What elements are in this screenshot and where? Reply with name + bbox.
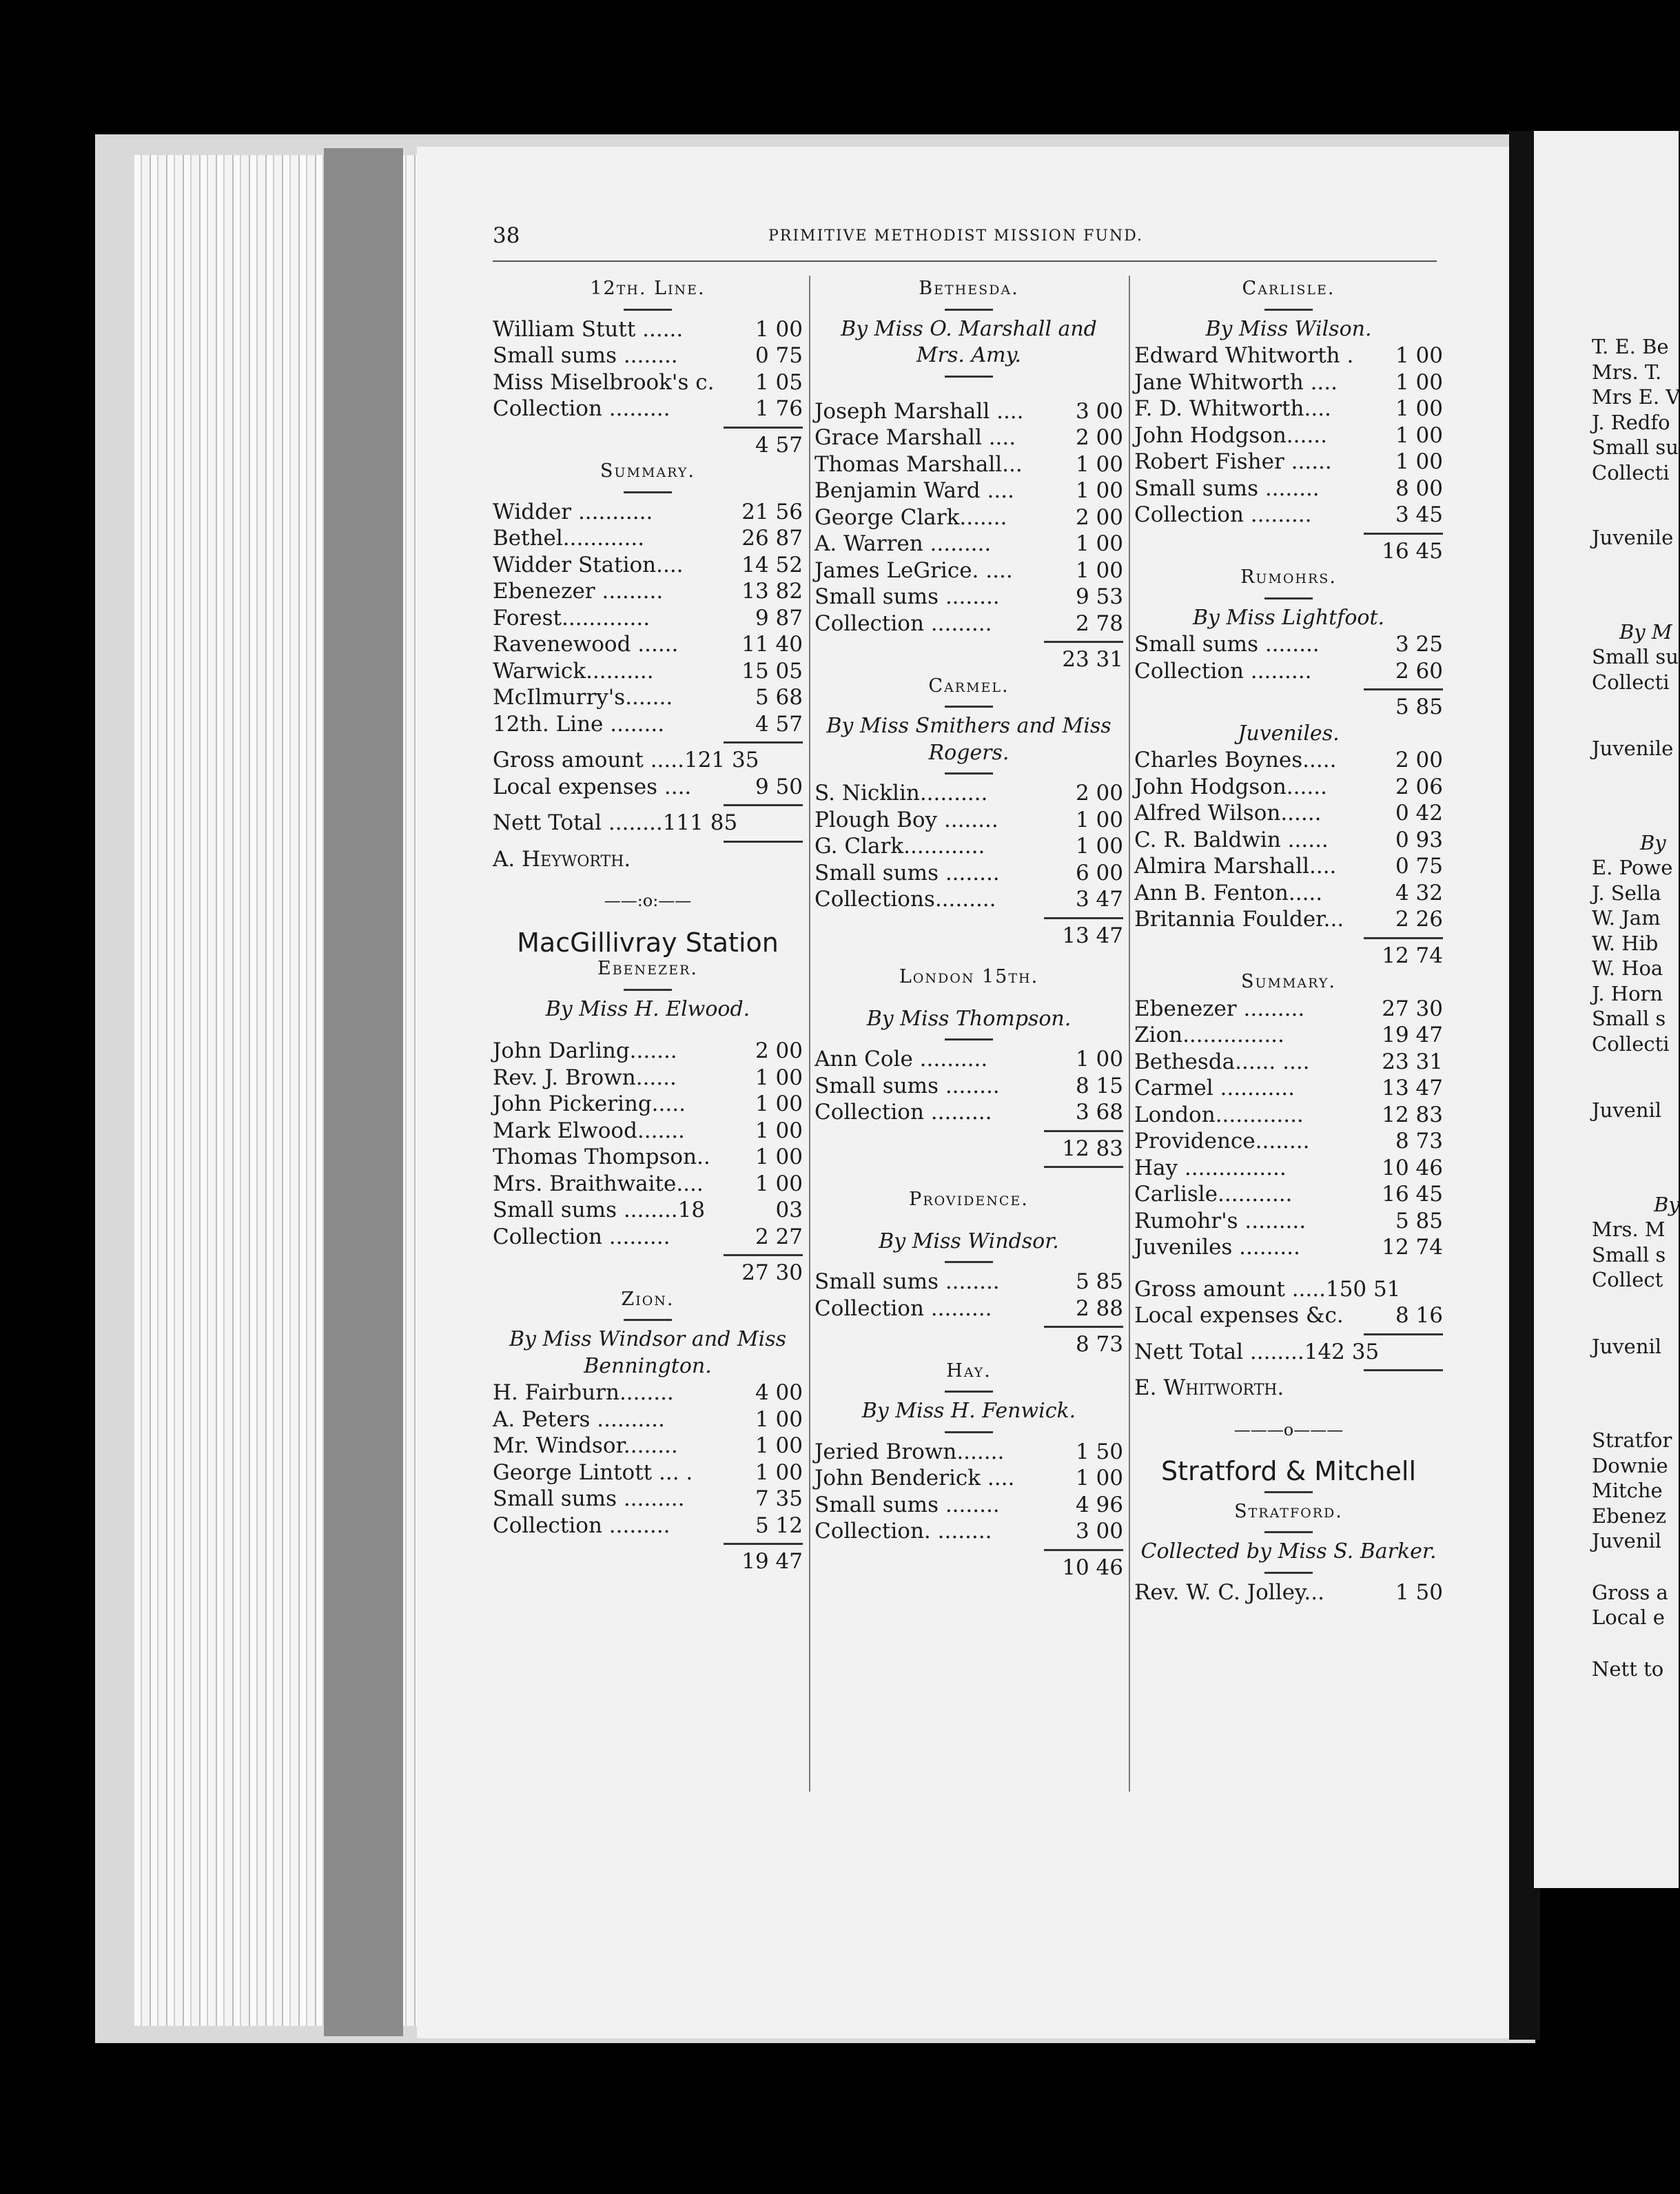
entry-row: John Hodgson...... 2 06: [1134, 774, 1443, 799]
fragment-line: W. Hib: [1592, 931, 1659, 955]
column-3: [1134, 276, 1443, 1606]
signature: E. Whitworth.: [1134, 1375, 1284, 1400]
entry-row: Collection ......... 1 76: [493, 396, 803, 421]
section-heading-italic: Juveniles.: [1238, 721, 1340, 746]
section-juveniles: [1134, 747, 1443, 969]
entry-row: Small sums ........ 8 15: [815, 1073, 1123, 1098]
entry-row: Small sums ........ 5 85: [815, 1269, 1123, 1294]
fragment-line: Collecti: [1592, 1032, 1670, 1056]
running-title: PRIMITIVE METHODIST MISSION FUND.: [768, 227, 1143, 245]
fragment-line: Mrs. T.: [1592, 360, 1662, 384]
summary-row: Zion............... 19 47: [1134, 1023, 1443, 1047]
ornament-divider: ———o———: [1233, 1419, 1344, 1439]
summary-row: Bethesda...... .... 23 31: [1134, 1049, 1443, 1074]
summary-row: Widder Station.... 14 52: [493, 552, 803, 577]
total-rule: [815, 1545, 1123, 1555]
collector-line: Mrs. Amy.: [916, 343, 1022, 367]
heading-dash: [815, 1425, 1123, 1439]
heading-dash: [815, 1384, 1123, 1398]
collector-line: By Miss H. Fenwick.: [861, 1399, 1076, 1423]
entry-row: Ann Cole .......... 1 00: [815, 1047, 1123, 1072]
entry-row: Benjamin Ward .... 1 00: [815, 478, 1123, 503]
heading-dash: [815, 766, 1123, 780]
section-total: 12 74: [1382, 943, 1443, 968]
total-rule: [493, 1539, 803, 1548]
fragment-line: Small su: [1592, 435, 1679, 459]
entry-row: C. R. Baldwin ...... 0 93: [1134, 827, 1443, 852]
gross-amount: Gross amount .....121 35: [493, 748, 759, 772]
entry-row: Rev. J. Brown...... 1 00: [493, 1065, 803, 1090]
page-edges-shadow: [324, 148, 403, 2036]
fragment-line: Collecti: [1592, 670, 1670, 694]
section-zion: [493, 1380, 803, 1575]
fragment-line: Ebenez: [1592, 1504, 1667, 1528]
entry-row: Small sums ........ 6 00: [815, 860, 1123, 885]
fragment-line: Gross a: [1592, 1580, 1668, 1604]
collector-line: Collected by Miss S. Barker.: [1140, 1539, 1437, 1564]
total-rule: [815, 1162, 1123, 1171]
section-heading: Carmel.: [928, 675, 1010, 697]
entry-row: John Pickering..... 1 00: [493, 1091, 803, 1116]
fragment-line: J. Redfo: [1592, 410, 1670, 434]
entry-row: James LeGrice. .... 1 00: [815, 557, 1123, 583]
section-heading: Stratford.: [1234, 1500, 1343, 1522]
section-heading: Rumohrs.: [1240, 566, 1337, 588]
summary-row: Bethel............ 26 87: [493, 526, 803, 551]
summary-list: [493, 499, 803, 914]
entry-row: Small sums ........ 8 00: [1134, 475, 1443, 501]
section-bethesda: [815, 398, 1123, 673]
section-total: 16 45: [1382, 538, 1443, 564]
entry-row: A. Peters .......... 1 00: [493, 1406, 803, 1432]
signature: A. Heyworth.: [493, 846, 631, 872]
entry-row: Small sums ........ 4 96: [815, 1492, 1123, 1517]
entry-row: Collection ......... 2 27: [493, 1224, 803, 1249]
summary-row: Warwick.......... 15 05: [493, 658, 803, 684]
section-total: 10 46: [1062, 1555, 1123, 1580]
section-total: 5 85: [1395, 695, 1443, 719]
entry-row: S. Nicklin.......... 2 00: [815, 781, 1123, 806]
section-total: 13 47: [1062, 923, 1123, 948]
section-heading: Hay.: [946, 1360, 992, 1382]
section-total: 12 83: [1062, 1136, 1123, 1161]
section-london: [815, 1046, 1123, 1171]
entry-row: Jeried Brown....... 1 50: [815, 1439, 1123, 1464]
total-rule: [493, 422, 803, 432]
total-rule: [1134, 1329, 1443, 1339]
entry-row: Plough Boy ........ 1 00: [815, 807, 1123, 832]
collector-line: By Miss Windsor.: [879, 1229, 1059, 1253]
total-rule: [1134, 933, 1443, 943]
section-heading: 12th. Line.: [590, 278, 706, 299]
fragment-line: T. E. Be: [1592, 335, 1669, 358]
entry-row: John Benderick .... 1 00: [815, 1466, 1123, 1490]
entry-row: Britannia Foulder... 2 26: [1134, 907, 1443, 932]
column-1: [493, 276, 803, 1575]
page-number: 38: [493, 223, 520, 248]
entry-row: Miss Miselbrook's c. 1 05: [493, 369, 803, 395]
entry-row: Almira Marshall.... 0 75: [1134, 854, 1443, 879]
entry-row: Mark Elwood....... 1 00: [493, 1118, 803, 1143]
collector-line: By Miss H. Elwood.: [545, 996, 750, 1021]
gross-amount: Gross amount .....150 51: [1134, 1276, 1401, 1302]
fragment-line: Small su: [1592, 645, 1679, 668]
section-total: 4 57: [755, 432, 803, 458]
fragment-line: By: [1654, 1192, 1680, 1216]
entry-row: Collection ......... 5 12: [493, 1513, 803, 1538]
section-12th-line: [493, 316, 803, 459]
total-rule: [1134, 684, 1443, 694]
summary-row: Ebenezer ......... 27 30: [1134, 996, 1443, 1021]
entry-row: Small sums ........18 03: [493, 1198, 803, 1222]
entry-row: Joseph Marshall .... 3 00: [815, 398, 1123, 424]
entry-row: Collection ......... 2 60: [1134, 658, 1443, 684]
collector-line: By Miss Lightfoot.: [1192, 605, 1385, 630]
entry-row: Collections......... 3 47: [815, 887, 1123, 912]
fragment-line: Small s: [1592, 1007, 1666, 1030]
entry-row: Collection ......... 2 78: [815, 611, 1123, 636]
fragment-line: W. Hoa: [1592, 956, 1663, 980]
summary-row: London............. 12 83: [1134, 1102, 1443, 1127]
fragment-line: Juvenile: [1592, 526, 1674, 549]
fragment-line: Local e: [1592, 1606, 1665, 1629]
section-total: 27 30: [741, 1260, 803, 1285]
entry-row: Small sums ........ 9 53: [815, 584, 1123, 609]
header-rule: [493, 260, 1437, 262]
section-heading: Providence.: [909, 1189, 1029, 1210]
section-hay: [815, 1439, 1123, 1581]
fragment-line: J. Sella: [1592, 881, 1661, 905]
collector-line: By Miss Thompson.: [866, 1006, 1072, 1031]
entry-row: John Darling....... 2 00: [493, 1038, 803, 1063]
fragment-line: Nett to: [1592, 1657, 1664, 1681]
heading-dash: [1134, 1566, 1443, 1579]
local-expenses: Local expenses .... 9 50: [493, 774, 803, 799]
summary-row: Ravenewood ...... 11 40: [493, 632, 803, 657]
entry-row: A. Warren ......... 1 00: [815, 531, 1123, 556]
summary-row: Juveniles ......... 12 74: [1134, 1235, 1443, 1260]
heading-dash: [1134, 591, 1443, 605]
fragment-line: Juvenil: [1592, 1529, 1662, 1552]
fragment-line: Collecti: [1592, 460, 1670, 484]
section-total: 19 47: [741, 1549, 803, 1574]
fragment-line: Collect: [1592, 1268, 1663, 1291]
nett-total: Nett Total ........142 35: [1134, 1339, 1380, 1364]
entry-row: Collection. ........ 3 00: [815, 1519, 1123, 1544]
fragment-line: Juvenil: [1592, 1334, 1662, 1358]
total-rule: [1134, 1365, 1443, 1375]
page-header: [493, 223, 1437, 265]
local-expenses: Local expenses &c. 8 16: [1134, 1303, 1443, 1328]
summary-row: Providence........ 8 73: [1134, 1129, 1443, 1154]
heading-dash: [815, 1255, 1123, 1269]
entry-row: Thomas Marshall... 1 00: [815, 451, 1123, 477]
total-rule: [815, 913, 1123, 923]
fragment-line: By: [1640, 830, 1666, 854]
entry-row: Mrs. Braithwaite.... 1 00: [493, 1171, 803, 1196]
total-rule: [493, 1250, 803, 1260]
total-rule: [1134, 529, 1443, 538]
fragment-line: J. Horn: [1592, 981, 1663, 1005]
fragment-line: Small s: [1592, 1242, 1666, 1267]
summary-row: Hay ............... 10 46: [1134, 1155, 1443, 1180]
entry-row: George Clark....... 2 00: [815, 504, 1123, 530]
fragment-line: E. Powe: [1592, 856, 1673, 879]
entry-row: Thomas Thompson.. 1 00: [493, 1145, 803, 1169]
section-heading: Zion.: [621, 1288, 675, 1310]
heading-dash: [815, 1032, 1123, 1046]
entry-row: Small sums ........ 3 25: [1134, 632, 1443, 657]
nett-total: Nett Total ........111 85: [493, 810, 738, 835]
summary-row: Ebenezer ......... 13 82: [493, 579, 803, 604]
summary-row: 12th. Line ........ 4 57: [493, 711, 803, 737]
fragment-line: Juvenil: [1592, 1098, 1662, 1122]
entry-row: Collection ......... 3 45: [1134, 502, 1443, 527]
entry-row: Rev. W. C. Jolley... 1 50: [1134, 1579, 1443, 1605]
fragment-line: Downie: [1592, 1453, 1668, 1477]
total-rule: [493, 837, 803, 846]
summary-row: Carmel ........... 13 47: [1134, 1076, 1443, 1100]
collector-line: By Miss O. Marshall and: [841, 316, 1097, 341]
section-heading: Ebenezer.: [597, 958, 698, 979]
summary-row: Forest............. 9 87: [493, 605, 803, 630]
collector-line: Rogers.: [928, 740, 1010, 765]
entry-row: Mr. Windsor........ 1 00: [493, 1433, 803, 1458]
column-2: [815, 276, 1123, 1581]
entry-row: F. D. Whitworth.... 1 00: [1134, 396, 1443, 421]
section-ebenezer: [493, 1038, 803, 1286]
section-providence: [815, 1269, 1123, 1358]
fragment-line: Juvenile: [1592, 737, 1674, 760]
entry-row: H. Fairburn........ 4 00: [493, 1380, 803, 1405]
entry-row: Alfred Wilson...... 0 42: [1134, 801, 1443, 826]
entry-row: Collection ......... 2 88: [815, 1295, 1123, 1321]
heading-dash: [815, 303, 1123, 316]
summary-row: Widder ........... 21 56: [493, 499, 803, 524]
fragment-line: By M: [1619, 619, 1672, 644]
total-rule: [493, 800, 803, 810]
heading-dash: [815, 369, 1123, 383]
section-heading: Carlisle.: [1242, 278, 1335, 299]
section-total: 23 31: [1062, 647, 1123, 672]
summary-row: Carlisle........... 16 45: [1134, 1182, 1443, 1207]
section-carlisle: [1134, 342, 1443, 564]
summary-row: Rumohr's ......... 5 85: [1134, 1208, 1443, 1233]
heading-dash: [493, 485, 803, 499]
collector-line: By Miss Wilson.: [1205, 316, 1372, 341]
total-rule: [815, 1126, 1123, 1136]
column-rule-1: [809, 276, 810, 1792]
entry-row: George Lintott ... . 1 00: [493, 1459, 803, 1485]
section-heading: Bethesda.: [919, 278, 1019, 299]
collector-line: By Miss Windsor and Miss: [509, 1327, 786, 1351]
fragment-line: Mitche: [1592, 1479, 1663, 1502]
entry-row: G. Clark............ 1 00: [815, 834, 1123, 859]
collector-line: Bennington.: [584, 1353, 712, 1378]
total-rule: [815, 1322, 1123, 1331]
fragment-line: W. Jam: [1592, 906, 1661, 930]
summary-row: McIlmurry's....... 5 68: [493, 685, 803, 710]
entry-row: Ann B. Fenton..... 4 32: [1134, 880, 1443, 905]
fragment-line: Stratfor: [1592, 1428, 1672, 1452]
heading-dash: [1134, 1525, 1443, 1539]
entry-row: Charles Boynes..... 2 00: [1134, 748, 1443, 772]
heading-dash: [493, 983, 803, 996]
heading-dash: [493, 303, 803, 316]
entry-row: Small sums ........ 0 75: [493, 343, 803, 368]
total-rule: [493, 737, 803, 747]
station-title: MacGillivray Station: [517, 927, 779, 958]
collector-line: By Miss Smithers and Miss: [826, 714, 1112, 738]
section-heading: Summary.: [600, 460, 695, 482]
heading-dash: [493, 1313, 803, 1326]
next-page-text: [1592, 334, 1680, 1681]
heading-dash: [815, 699, 1123, 713]
entry-row: Collection ......... 3 68: [815, 1100, 1123, 1125]
entry-row: Grace Marshall .... 2 00: [815, 425, 1123, 450]
heading-dash: [1134, 303, 1443, 316]
entry-row: William Stutt ...... 1 00: [493, 316, 803, 342]
section-total: 8 73: [1075, 1332, 1123, 1357]
section-carmel: [815, 780, 1123, 949]
heading-dash: [1134, 1485, 1443, 1499]
column-rule-2: [1129, 276, 1130, 1792]
entry-row: John Hodgson...... 1 00: [1134, 422, 1443, 448]
section-heading: London 15th.: [899, 966, 1039, 987]
total-rule: [815, 637, 1123, 646]
station-title: Stratford & Mitchell: [1160, 1456, 1417, 1486]
entry-row: Edward Whitworth . 1 00: [1134, 343, 1443, 368]
entry-row: Robert Fisher ...... 1 00: [1134, 449, 1443, 474]
fragment-line: Mrs E. V: [1592, 385, 1680, 409]
ornament-divider: ——:o:——: [604, 891, 692, 910]
summary-list: [1134, 996, 1443, 1444]
section-heading: Summary.: [1241, 971, 1336, 992]
fragment-line: Mrs. M: [1592, 1218, 1666, 1241]
entry-row: Jane Whitworth .... 1 00: [1134, 369, 1443, 395]
section-rumohrs: [1134, 631, 1443, 721]
entry-row: Small sums ......... 7 35: [493, 1486, 803, 1511]
